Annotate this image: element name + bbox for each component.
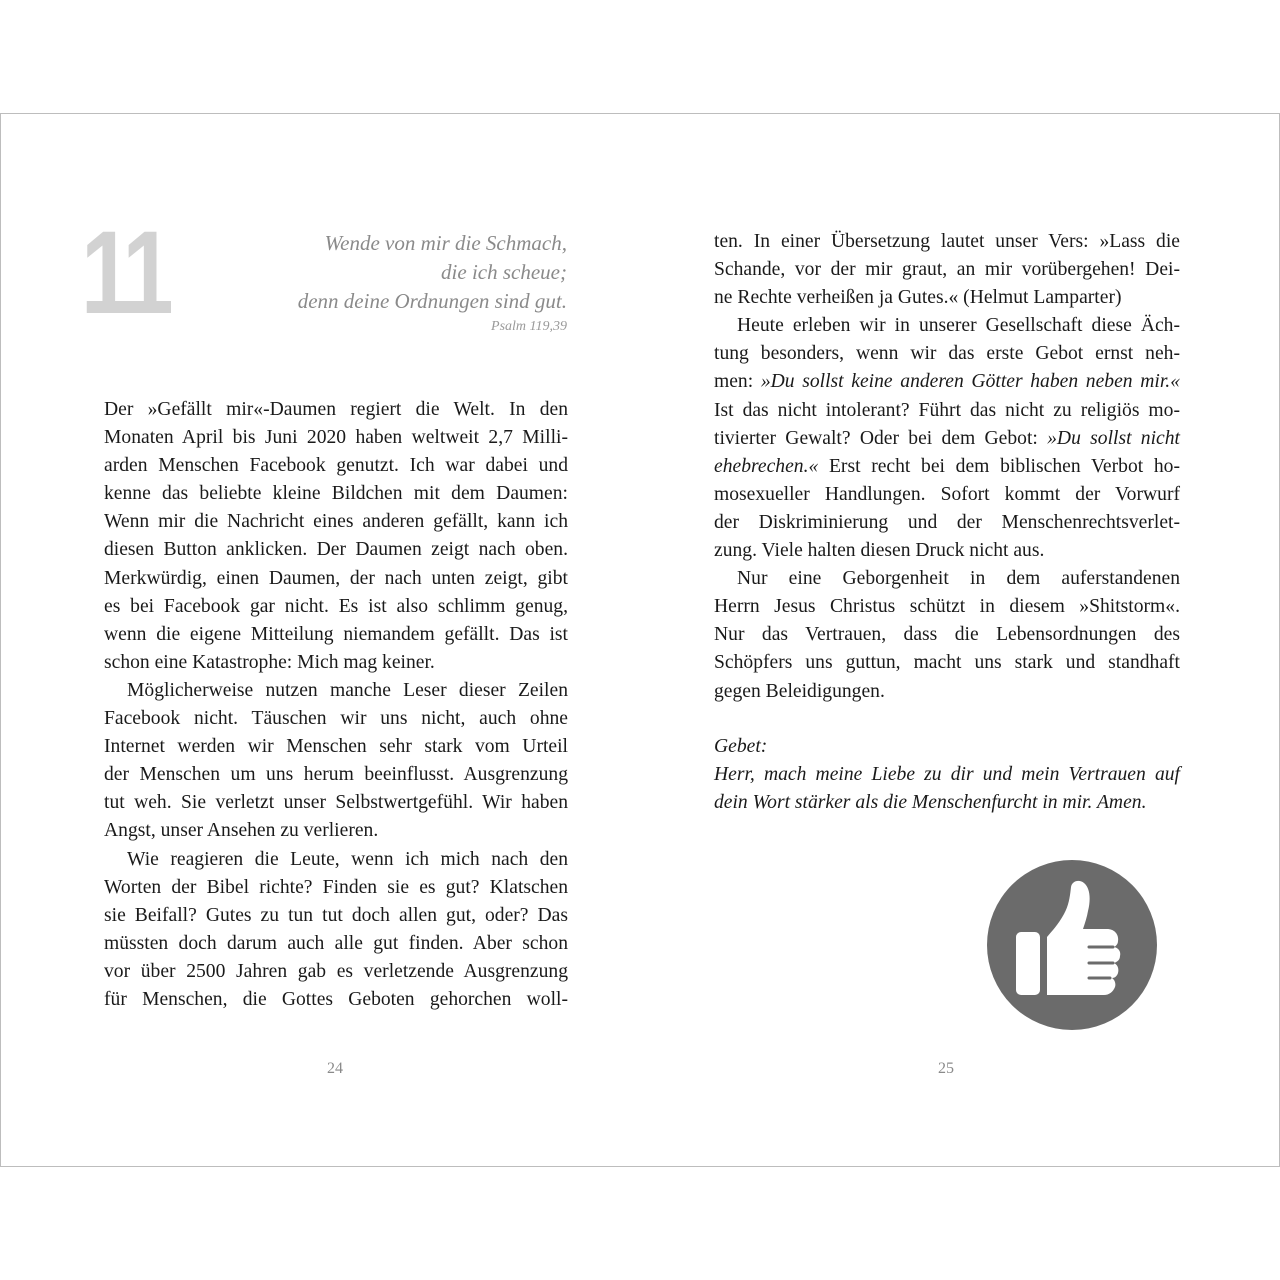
prayer-heading: Gebet: bbox=[714, 736, 768, 757]
body-text-right bbox=[714, 228, 1180, 706]
text-line: ten. In einer Übersetzung lautet unser Vers: »Lass die bbox=[714, 231, 1180, 252]
text-fragment: tivierter Gewalt? Oder bei dem Gebot: bbox=[714, 427, 1048, 449]
text-line: Ist das nicht intolerant? Führt das nicht zu religiös mo- bbox=[714, 399, 1180, 421]
text-line: Möglicherweise nutzen manche Leser dieser Zeilen bbox=[127, 679, 568, 701]
text-line: sie Beifall? Gutes zu tun tut doch allen gut, oder? Das bbox=[104, 904, 568, 926]
text-line: Heute erleben wir in unserer Gesellschaft diese Äch- bbox=[737, 315, 1180, 337]
chapter-number: 11 bbox=[81, 207, 169, 339]
text-line: Schöpfers uns guttun, macht uns stark und standhaft bbox=[714, 652, 1180, 674]
text-line: diesen Button anklicken. Der Daumen zeigt nach oben. bbox=[104, 539, 568, 561]
text-line: zung. Viele halten diesen Druck nicht aus. bbox=[714, 540, 1045, 562]
text-line: kenne das beliebte kleine Bildchen mit dem Daumen: bbox=[104, 483, 568, 505]
motto-source: Psalm 119,39 bbox=[491, 319, 567, 334]
text-line: es bei Facebook gar nicht. Es ist also schlimm genug, bbox=[104, 595, 568, 617]
text-line: Wie reagieren die Leute, wenn ich mich nach den bbox=[127, 848, 568, 870]
text-line: vor über 2500 Jahren gab es verletzende Ausgrenzung bbox=[104, 960, 568, 982]
motto-line: Wende von mir die Schmach, bbox=[324, 231, 567, 255]
text-line: schon eine Katastrophe: Mich mag keiner. bbox=[104, 651, 435, 673]
text-line: für Menschen, die Gottes Geboten gehorchen woll- bbox=[104, 988, 568, 1010]
text-line bbox=[714, 368, 1180, 396]
book-spread bbox=[0, 113, 1280, 1167]
text-line bbox=[714, 453, 1180, 481]
left-page bbox=[1, 114, 641, 1166]
right-page bbox=[641, 114, 1279, 1166]
prayer bbox=[714, 733, 1180, 817]
text-line: Schande, vor der mir graut, an mir vorübergehen! Dei- bbox=[714, 259, 1180, 281]
prayer-line: Herr, mach meine Liebe zu dir und mein Vertrauen auf bbox=[714, 764, 1180, 786]
page-number-right: 25 bbox=[938, 1060, 954, 1077]
text-line: Der »Gefällt mir«-Daumen regiert die Welt. In den bbox=[104, 399, 568, 420]
text-line: der Diskriminierung und der Menschenrechtsverlet- bbox=[714, 511, 1180, 533]
page-number-left: 24 bbox=[327, 1060, 343, 1077]
text-line: ne Rechte verheißen ja Gutes.« (Helmut Lamparter) bbox=[714, 287, 1122, 309]
text-line: arden Menschen Facebook genutzt. Ich war dabei und bbox=[104, 455, 568, 477]
text-line: Worten der Bibel richte? Finden sie es gut? Klatschen bbox=[104, 876, 568, 898]
motto bbox=[298, 229, 567, 336]
prayer-line: dein Wort stärker als die Menschenfurcht in mir. Amen. bbox=[714, 792, 1147, 814]
text-line: Merkwürdig, einen Daumen, der nach unten zeigt, gibt bbox=[104, 567, 568, 589]
text-line: Monaten April bis Juni 2020 haben weltweit 2,7 Milli- bbox=[104, 427, 568, 449]
text-line: Angst, unser Ansehen zu verlieren. bbox=[104, 820, 379, 842]
text-line: Internet werden wir Menschen sehr stark vom Urteil bbox=[104, 736, 568, 758]
text-line bbox=[714, 425, 1180, 453]
motto-line: die ich scheue; bbox=[441, 260, 567, 284]
body-text-left bbox=[104, 396, 568, 1014]
commandment-quote: ehebrechen.« bbox=[714, 455, 819, 477]
commandment-quote: »Du sollst nicht bbox=[1047, 427, 1180, 449]
thumbs-up-badge bbox=[986, 859, 1158, 1031]
text-line: tung besonders, wenn wir das erste Gebot ernst neh- bbox=[714, 343, 1180, 365]
text-fragment: Erst recht bei dem biblischen Verbot ho- bbox=[818, 455, 1180, 477]
text-line: gegen Beleidigungen. bbox=[714, 680, 885, 702]
text-line: mosexueller Handlungen. Sofort kommt der Vorwurf bbox=[714, 483, 1180, 505]
text-line: Herrn Jesus Christus schützt in diesem »Shitstorm«. bbox=[714, 596, 1180, 618]
text-line: der Menschen um uns herum beeinflusst. Ausgrenzung bbox=[104, 764, 568, 786]
text-line: müssten doch darum auch alle gut finden. Aber schon bbox=[104, 932, 568, 954]
text-fragment: men: bbox=[714, 371, 761, 393]
text-line: Wenn mir die Nachricht eines anderen gefällt, kann ich bbox=[104, 511, 568, 533]
text-line: wenn die eigene Mitteilung niemandem gefällt. Das ist bbox=[104, 623, 568, 645]
thumbs-up-icon bbox=[986, 859, 1158, 1031]
text-line: tut weh. Sie verletzt unser Selbstwertgefühl. Wir haben bbox=[104, 792, 568, 814]
commandment-quote: »Du sollst keine anderen Götter haben neben mir.« bbox=[760, 371, 1180, 393]
text-line: Facebook nicht. Täuschen wir uns nicht, auch ohne bbox=[104, 708, 568, 730]
motto-line: denn deine Ordnungen sind gut. bbox=[297, 289, 567, 313]
text-line: Nur das Vertrauen, dass die Lebensordnungen des bbox=[714, 624, 1180, 646]
text-line: Nur eine Geborgenheit in dem auferstandenen bbox=[737, 568, 1180, 590]
